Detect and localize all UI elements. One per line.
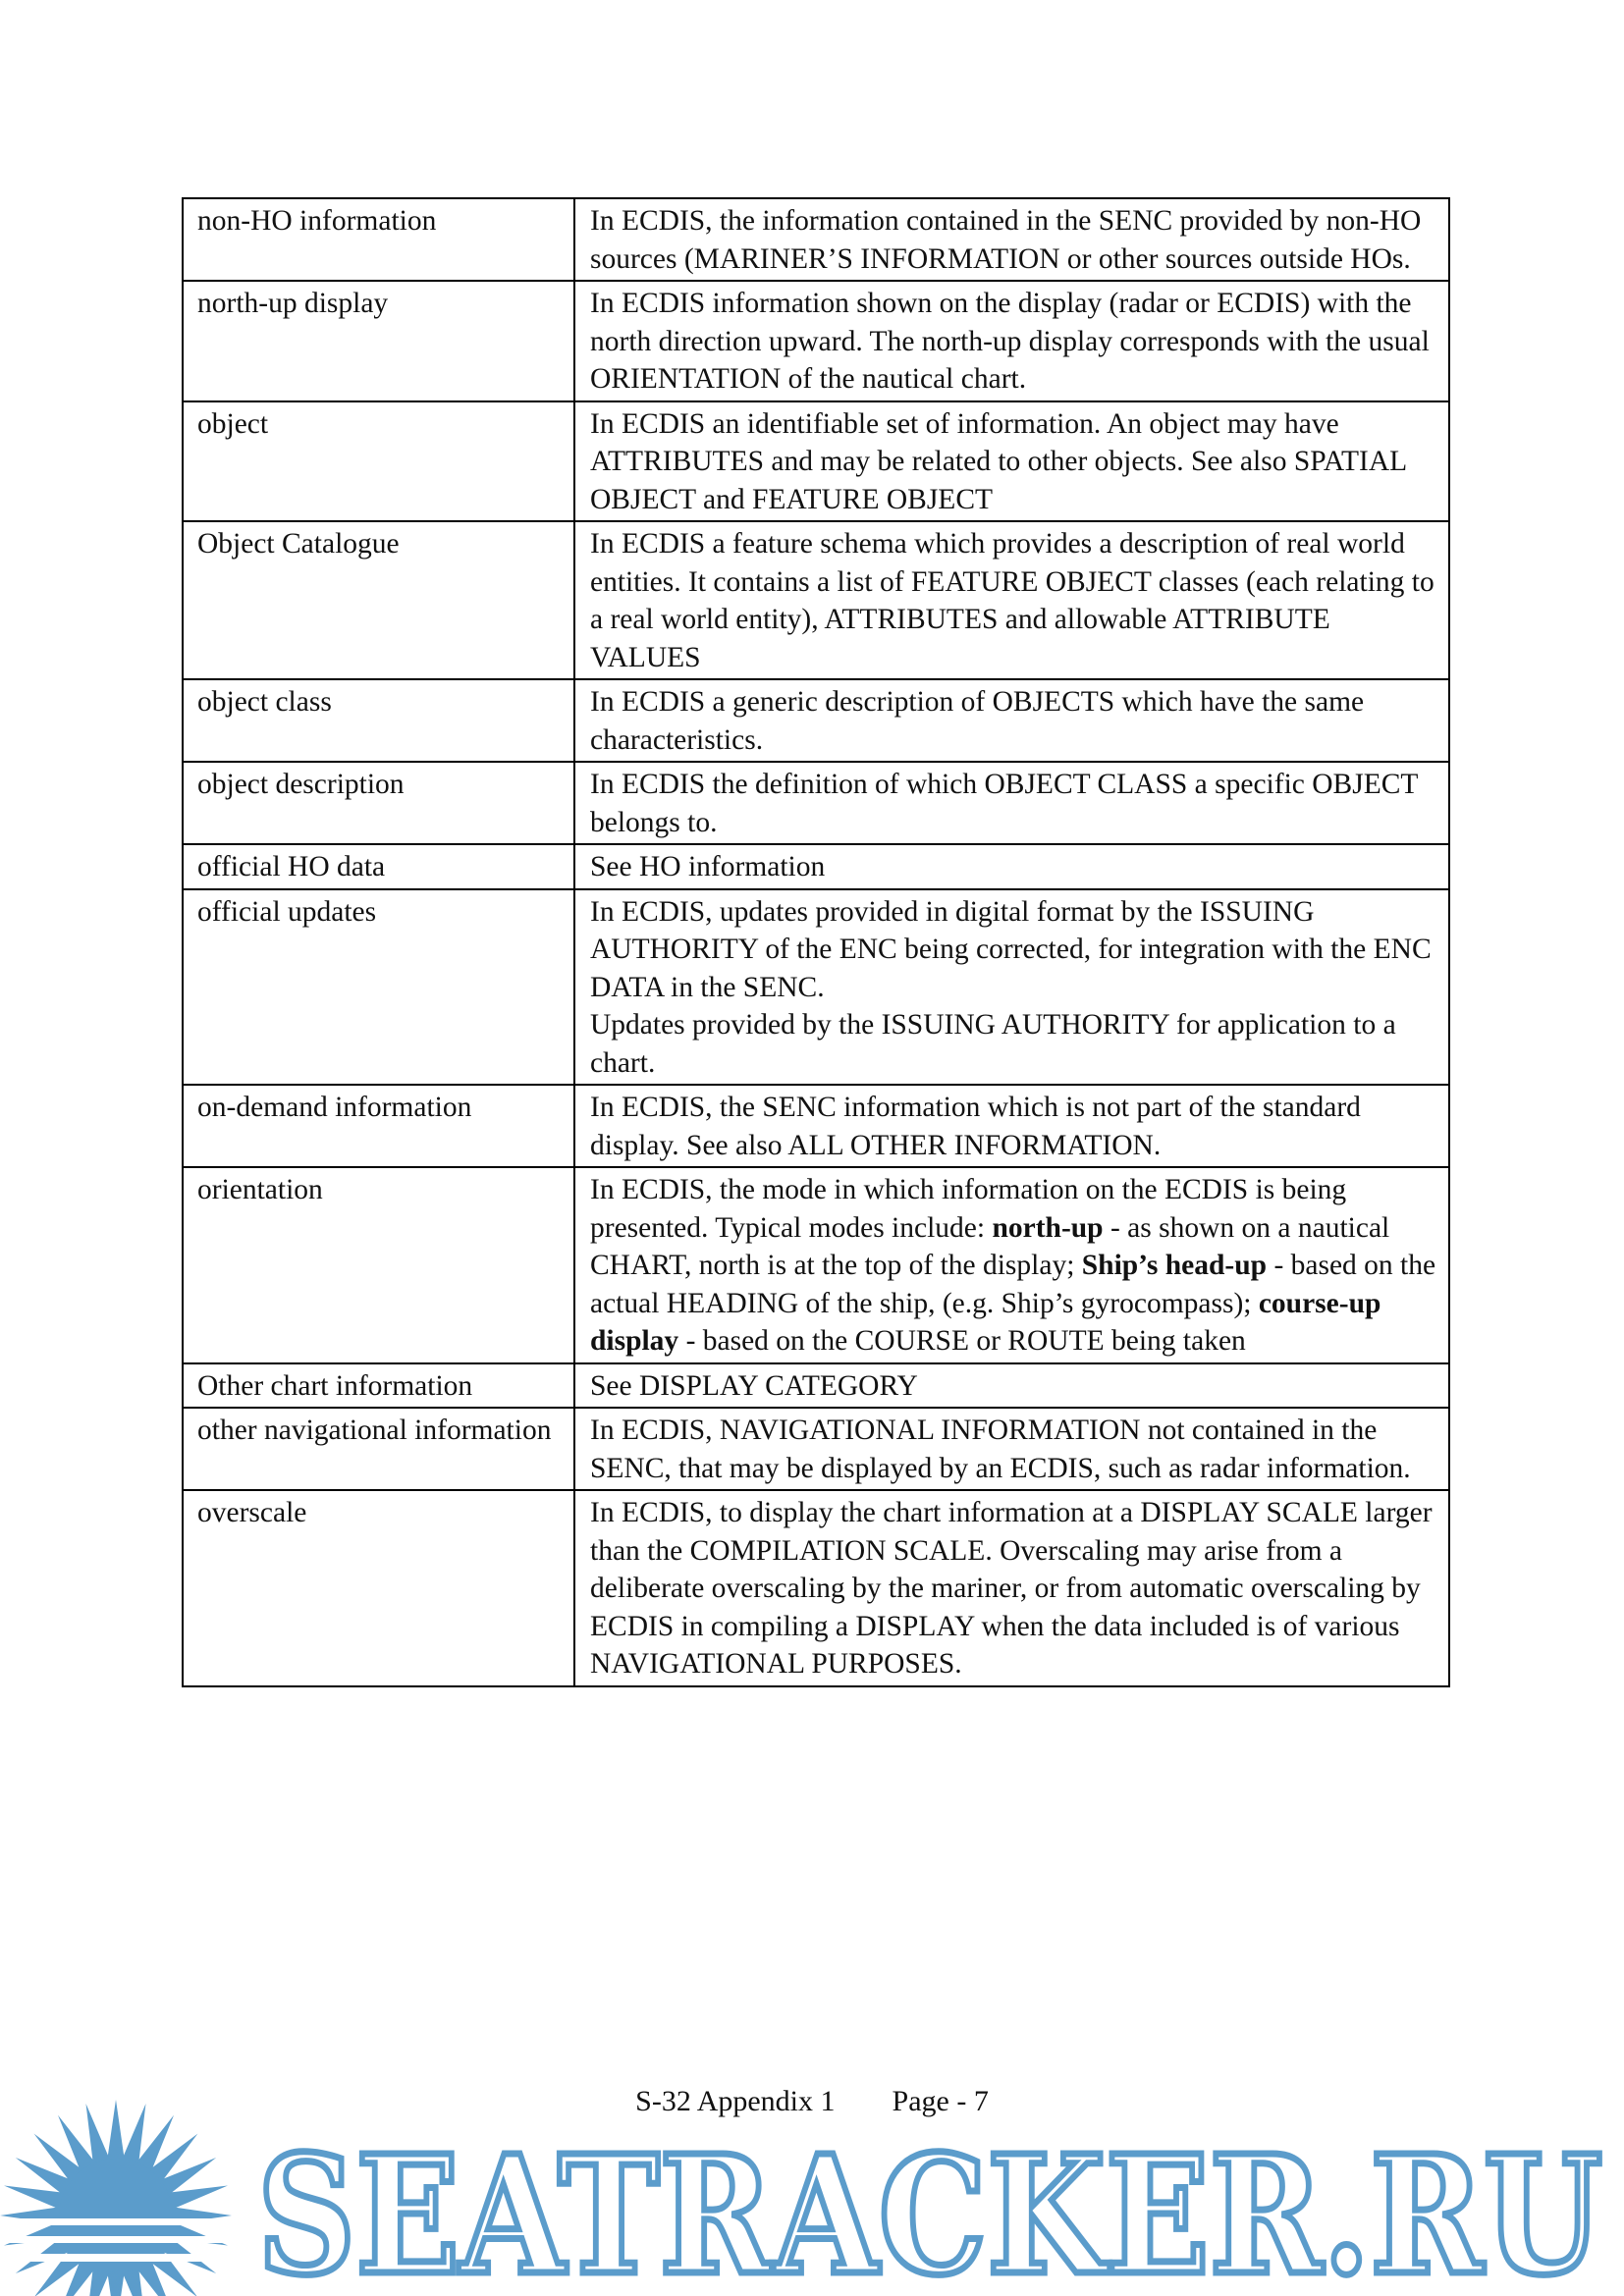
definition-text: - based on the actual HEADING of the ship, (e.g. Ship’s gyrocompass); [590, 1250, 1436, 1319]
glossary-term: other navigational information [183, 1408, 574, 1490]
definition-text: - based on the COURSE or ROUTE being taken [678, 1325, 1246, 1357]
glossary-definition [574, 281, 1449, 401]
glossary-term: Object Catalogue [183, 521, 574, 679]
sun-stripe [0, 2236, 245, 2243]
glossary-definition [574, 401, 1449, 522]
glossary-row [183, 521, 1449, 679]
glossary-row [183, 401, 1449, 522]
glossary-term: orientation [183, 1167, 574, 1363]
definition-text: In ECDIS a feature schema which provides a description of real world entities. It contains a list of FEATURE OBJECT classes (each relating to a real world entity), ATTRIBUTES and allowable ATTRIBUTE VALUES [590, 528, 1435, 673]
glossary-term: object class [183, 679, 574, 762]
definition-text: In ECDIS information shown on the display (radar or ECDIS) with the north direction upward. The north-up display corresponds with the usual ORIENTATION of the nautical chart. [590, 288, 1430, 395]
glossary-row [183, 1363, 1449, 1409]
glossary-row [183, 889, 1449, 1086]
glossary-row [183, 844, 1449, 889]
glossary-definition [574, 762, 1449, 844]
glossary-row [183, 1408, 1449, 1490]
sun-rays [0, 2100, 232, 2296]
definition-text: - as shown on a nautical CHART, north is at the top of the display; [590, 1211, 1390, 1281]
glossary-definition [574, 1167, 1449, 1363]
glossary-term: overscale [183, 1490, 574, 1686]
glossary-term: official HO data [183, 844, 574, 889]
definition-text: In ECDIS, the mode in which information on the ECDIS is being presented. Typical modes include: [590, 1174, 1347, 1244]
sun-disc [59, 2159, 173, 2272]
glossary-definition [574, 1408, 1449, 1490]
glossary-table [182, 197, 1450, 1687]
glossary-row [183, 679, 1449, 762]
glossary-definition [574, 521, 1449, 679]
definition-text: In ECDIS, the SENC information which is not part of the standard display. See also ALL OTHER INFORMATION. [590, 1092, 1361, 1161]
glossary-definition [574, 679, 1449, 762]
footer-page-number: Page - 7 [892, 2085, 989, 2117]
glossary-row [183, 198, 1449, 281]
watermark-text: SEATRACKER.RU [257, 2120, 1602, 2296]
glossary-definition [574, 198, 1449, 281]
definition-keyword: course-up display [590, 1287, 1381, 1357]
glossary-definition [574, 1363, 1449, 1409]
glossary-term: Other chart information [183, 1363, 574, 1409]
definition-text: In ECDIS, updates provided in digital format by the ISSUING AUTHORITY of the ENC being corrected, for integration with the ENC DATA in the SENC. Updates provided by the ISSUING AUTHORITY for application to a chart. [590, 895, 1432, 1079]
definition-keyword: Ship’s head-up [1081, 1250, 1268, 1281]
definition-keyword: north-up [992, 1211, 1104, 1244]
glossary-definition [574, 889, 1449, 1086]
definition-text: In ECDIS an identifiable set of information. An object may have ATTRIBUTES and may be related to other objects. See also SPATIAL OBJECT and FEATURE OBJECT [590, 407, 1407, 515]
definition-text: In ECDIS the definition of which OBJECT CLASS a specific OBJECT belongs to. [590, 769, 1418, 838]
glossary-definition [574, 1085, 1449, 1167]
glossary-row [183, 1167, 1449, 1363]
definition-text: See DISPLAY CATEGORY [590, 1369, 918, 1402]
definition-text: In ECDIS a generic description of OBJECTS which have the same characteristics. [590, 686, 1365, 756]
glossary-row [183, 281, 1449, 401]
glossary-term: object [183, 401, 574, 522]
sunburst-icon [0, 2100, 245, 2296]
definition-text: See HO information [590, 851, 826, 882]
glossary-body [183, 198, 1449, 1686]
glossary-row [183, 1085, 1449, 1167]
definition-text: In ECDIS, to display the chart information at a DISPLAY SCALE larger than the COMPILATION SCALE. Overscaling may arise from a deliberate overscaling by the mariner, or from automatic overscaling by ECDIS in compiling a DISPLAY when the data included is of various NAVIGATIONAL PURPOSES. [590, 1497, 1433, 1680]
sun-stripe [0, 2218, 245, 2225]
glossary-term: object description [183, 762, 574, 844]
glossary-term: non-HO information [183, 198, 574, 281]
definition-text: In ECDIS, the information contained in the SENC provided by non-HO sources (MARINER’S INFORMATION or other sources outside HOs. [590, 205, 1422, 275]
footer-document-title: S-32 Appendix 1 [635, 2085, 836, 2117]
glossary-definition [574, 1490, 1449, 1686]
glossary-term: on-demand information [183, 1085, 574, 1167]
page-footer [0, 2084, 1624, 2119]
glossary-row [183, 1490, 1449, 1686]
glossary-term: official updates [183, 889, 574, 1086]
glossary-definition [574, 844, 1449, 889]
glossary-term: north-up display [183, 281, 574, 401]
sun-stripe [0, 2254, 245, 2262]
glossary-row [183, 762, 1449, 844]
definition-text: In ECDIS, NAVIGATIONAL INFORMATION not contained in the SENC, that may be displayed by an ECDIS, such as radar information. [590, 1415, 1411, 1484]
